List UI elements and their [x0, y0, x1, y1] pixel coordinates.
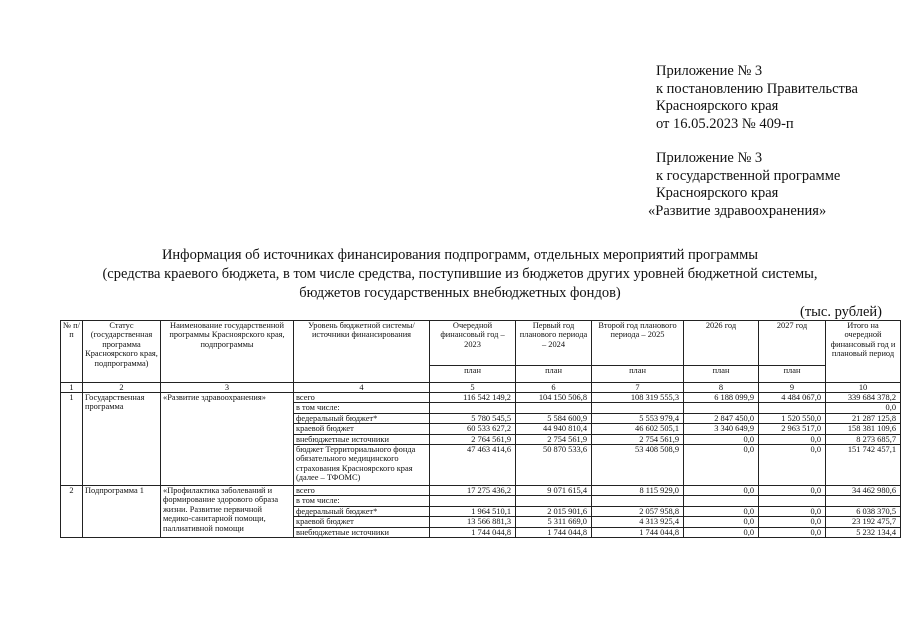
appendix-line: «Развитие здравоохранения»: [648, 202, 827, 219]
value-2024: 50 870 533,6: [516, 445, 592, 486]
value-2023: [430, 496, 516, 506]
title-line: бюджетов государственных внебюджетных фондов): [299, 285, 621, 301]
financing-table: [60, 320, 901, 538]
value-total: [826, 496, 901, 506]
column-index: 2: [83, 383, 161, 393]
title-line: Информация об источниках финансирования подпрограмм, отдельных мероприятий программы: [161, 247, 759, 263]
value-total: 151 742 457,1: [826, 445, 901, 486]
column-index: 6: [516, 383, 592, 393]
value-2025: [592, 496, 684, 506]
source-cell: в том числе:: [294, 496, 430, 506]
appendix-line: к государственной программе: [656, 167, 841, 184]
value-2026: 0,0: [684, 527, 759, 537]
appendix-line: Красноярского края: [656, 185, 779, 201]
value-2024: 5 584 600,9: [516, 413, 592, 423]
value-2027: 1 520 550,0: [759, 413, 826, 423]
value-2025: 4 313 925,4: [592, 517, 684, 527]
appendix-line: Приложение № 3: [656, 63, 763, 79]
value-2024: 44 940 810,4: [516, 424, 592, 434]
source-cell: всего: [294, 393, 430, 403]
value-total: 8 273 685,7: [826, 434, 901, 444]
plan-label: план: [592, 366, 684, 383]
source-cell: федеральный бюджет*: [294, 413, 430, 423]
plan-label: план: [516, 366, 592, 383]
value-2027: [759, 403, 826, 413]
source-cell: внебюджетные источники: [294, 434, 430, 444]
value-2024: 104 150 506,8: [516, 393, 592, 403]
row-number: 2: [61, 486, 83, 538]
value-2025: 2 057 958,8: [592, 506, 684, 516]
value-2025: 5 553 979,4: [592, 413, 684, 423]
value-2023: 116 542 149,2: [430, 393, 516, 403]
value-total: 5 232 134,4: [826, 527, 901, 537]
header-total: Итого на очередной финансовый год и плановый период: [826, 321, 901, 383]
source-cell: федеральный бюджет*: [294, 506, 430, 516]
value-2026: 0,0: [684, 434, 759, 444]
header-no: № п/п: [61, 321, 83, 383]
value-2025: [592, 403, 684, 413]
column-index-row: [61, 383, 901, 393]
value-2023: 1 744 044,8: [430, 527, 516, 537]
value-2026: 0,0: [684, 445, 759, 486]
header-level: Уровень бюджетной системы/источники финансирования: [294, 321, 430, 383]
value-2025: 2 754 561,9: [592, 434, 684, 444]
header-status: Статус (государственная программа Красноярского края, подпрограмма): [83, 321, 161, 383]
value-2027: 0,0: [759, 527, 826, 537]
source-cell: краевой бюджет: [294, 517, 430, 527]
value-2026: 3 340 649,9: [684, 424, 759, 434]
row-status: Государственная программа: [83, 393, 161, 486]
appendix-government-decree: [656, 63, 858, 133]
value-2023: [430, 403, 516, 413]
header-2023: Очередной финансовый год – 2023: [430, 321, 516, 366]
table-row: [61, 393, 901, 403]
value-2024: 9 071 615,4: [516, 486, 592, 496]
value-2026: 0,0: [684, 486, 759, 496]
column-index: 3: [161, 383, 294, 393]
value-2023: 17 275 436,2: [430, 486, 516, 496]
value-2023: 13 566 881,3: [430, 517, 516, 527]
value-2025: 108 319 555,3: [592, 393, 684, 403]
value-2026: 2 847 450,0: [684, 413, 759, 423]
value-2026: [684, 403, 759, 413]
appendix-state-program: [648, 150, 841, 220]
value-total: 158 381 109,6: [826, 424, 901, 434]
value-2024: 2 754 561,9: [516, 434, 592, 444]
column-index: 4: [294, 383, 430, 393]
value-2024: 2 015 901,6: [516, 506, 592, 516]
value-2023: 1 964 510,1: [430, 506, 516, 516]
header-2027: 2027 год: [759, 321, 826, 366]
value-2027: 2 963 517,0: [759, 424, 826, 434]
row-program-name: «Профилактика заболеваний и формирование здорового образа жизни. Развитие первичной медико-санитарной помощи, паллиативной помощи: [161, 486, 294, 538]
value-2023: 60 533 627,2: [430, 424, 516, 434]
appendix-line: к постановлению Правительства: [656, 80, 858, 97]
column-index: 7: [592, 383, 684, 393]
value-2023: 47 463 414,6: [430, 445, 516, 486]
source-cell: бюджет Территориального фонда обязательного медицинского страхования Красноярского края (далее – ТФОМС): [294, 445, 430, 486]
row-status: Подпрограмма 1: [83, 486, 161, 538]
column-index: 9: [759, 383, 826, 393]
value-2026: 6 188 099,9: [684, 393, 759, 403]
header-name: Наименование государственной программы Красноярского края, подпрограммы: [161, 321, 294, 383]
appendix-line: Приложение № 3: [656, 150, 763, 166]
document-title: [60, 246, 860, 303]
title-line: (средства краевого бюджета, в том числе средства, поступившие из бюджетов других уровней бюджетной системы,: [102, 266, 818, 282]
value-2027: 0,0: [759, 517, 826, 527]
header-2025: Второй год планового периода – 2025: [592, 321, 684, 366]
row-program-name: «Развитие здравоохранения»: [161, 393, 294, 486]
value-2025: 53 408 508,9: [592, 445, 684, 486]
header-2026: 2026 год: [684, 321, 759, 366]
header-row: [61, 321, 901, 366]
value-2027: [759, 496, 826, 506]
header-2024: Первый год планового периода – 2024: [516, 321, 592, 366]
column-index: 10: [826, 383, 901, 393]
column-index: 1: [61, 383, 83, 393]
value-2023: 5 780 545,5: [430, 413, 516, 423]
value-total: 0,0: [826, 403, 901, 413]
source-cell: краевой бюджет: [294, 424, 430, 434]
value-2027: 4 484 067,0: [759, 393, 826, 403]
source-cell: всего: [294, 486, 430, 496]
value-2024: [516, 403, 592, 413]
value-2025: 8 115 929,0: [592, 486, 684, 496]
value-total: 21 287 125,8: [826, 413, 901, 423]
plan-label: план: [430, 366, 516, 383]
plan-label: план: [759, 366, 826, 383]
value-2024: 1 744 044,8: [516, 527, 592, 537]
value-2024: [516, 496, 592, 506]
column-index: 8: [684, 383, 759, 393]
value-2026: 0,0: [684, 506, 759, 516]
value-2027: 0,0: [759, 486, 826, 496]
appendix-line: от 16.05.2023 № 409-п: [656, 115, 794, 132]
value-total: 34 462 980,6: [826, 486, 901, 496]
units-label: (тыс. рублей): [800, 304, 882, 320]
source-cell: внебюджетные источники: [294, 527, 430, 537]
appendix-line: Красноярского края: [656, 98, 779, 114]
value-2025: 1 744 044,8: [592, 527, 684, 537]
value-2027: 0,0: [759, 434, 826, 444]
value-2024: 5 311 669,0: [516, 517, 592, 527]
value-2026: 0,0: [684, 517, 759, 527]
value-2025: 46 602 505,1: [592, 424, 684, 434]
value-2026: [684, 496, 759, 506]
row-number: 1: [61, 393, 83, 486]
value-2023: 2 764 561,9: [430, 434, 516, 444]
table-row: [61, 486, 901, 496]
value-total: 6 038 370,5: [826, 506, 901, 516]
value-total: 23 192 475,7: [826, 517, 901, 527]
plan-label: план: [684, 366, 759, 383]
value-total: 339 684 378,2: [826, 393, 901, 403]
value-2027: 0,0: [759, 445, 826, 486]
source-cell: в том числе:: [294, 403, 430, 413]
value-2027: 0,0: [759, 506, 826, 516]
column-index: 5: [430, 383, 516, 393]
